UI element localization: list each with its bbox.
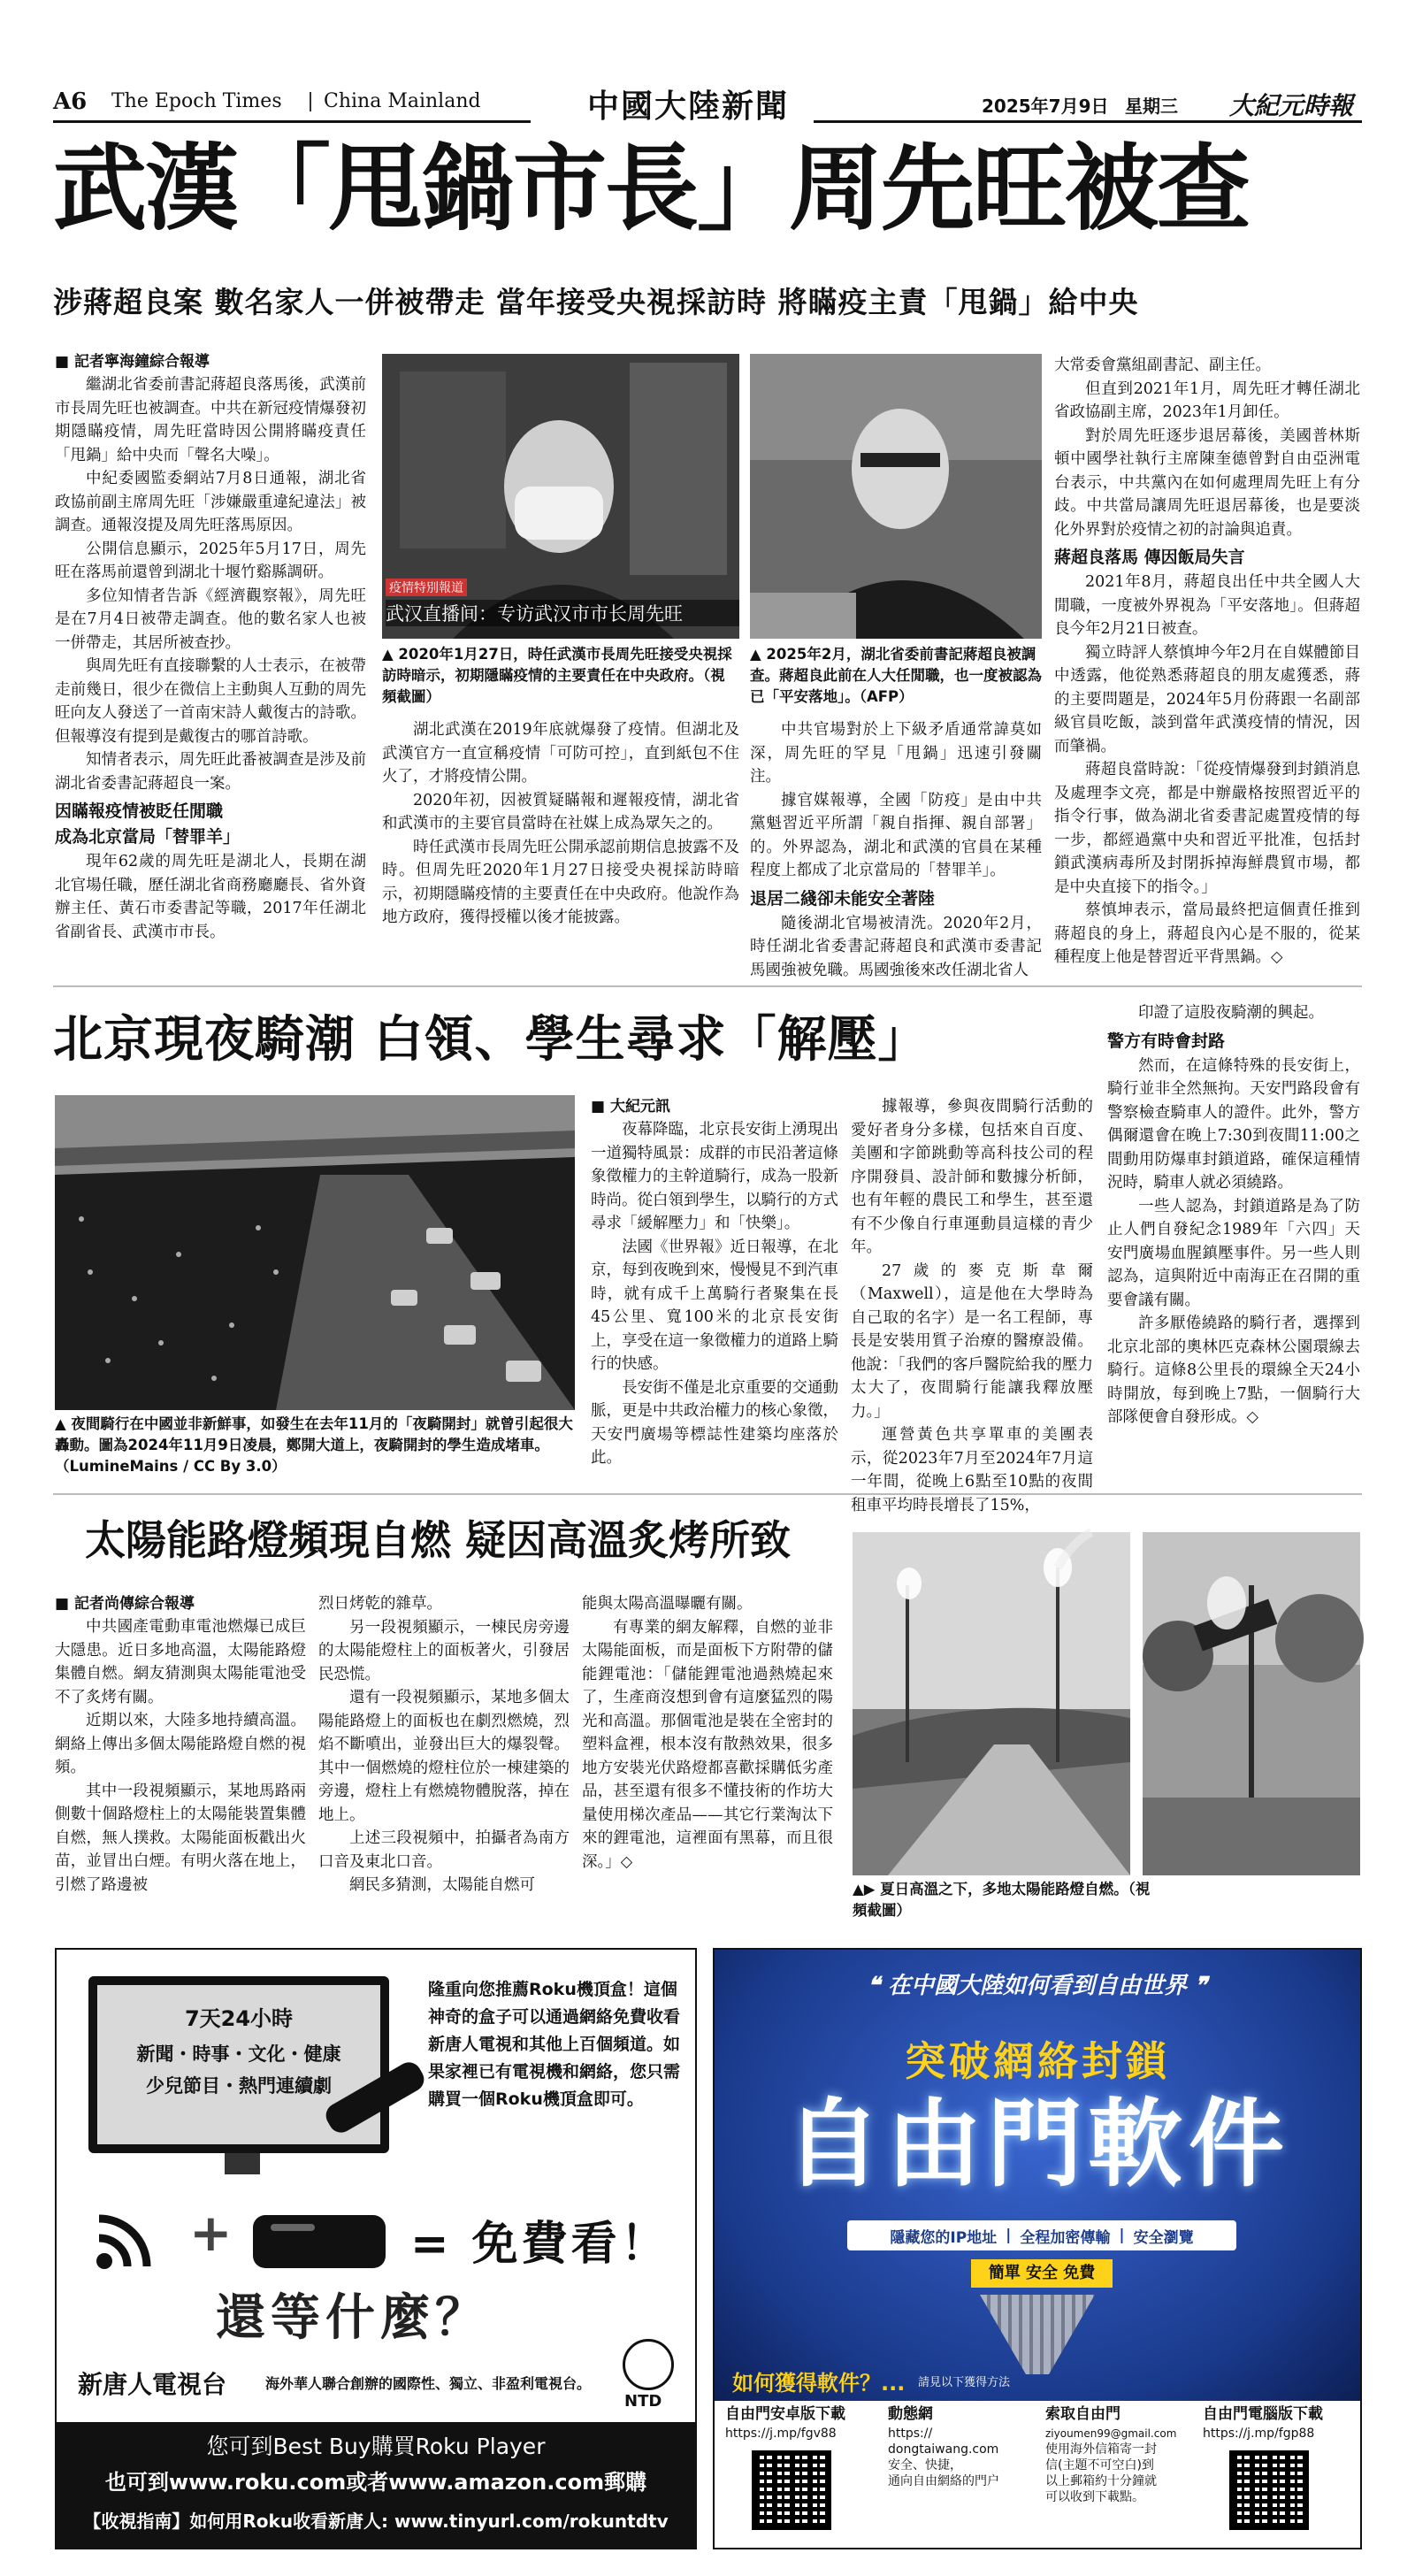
story1-col3 (750, 718, 1042, 978)
ad-roku-text: 隆重向您推薦Roku機頂盒！這個神奇的盒子可以通過網絡免費收看新唐人電視和其他上百個頻道。如果家裡已有電視機和網絡，您只需購買一個Roku機頂盒即可。 (428, 1980, 681, 2109)
story2-col3 (1107, 1001, 1360, 1484)
paragraph: 現年62歲的周先旺是湖北人，長期在湖北官場任職，歷任湖北省商務廳廳長、省外資辦主任、黃石市委書記等職，2017年任湖北省副省長、武漢市市長。 (55, 853, 366, 941)
option-title: 自由門電腦版下載 (1203, 2405, 1323, 2423)
title-freegate: 自由門軟件 (784, 2089, 1289, 2200)
plus-sign: + (189, 2203, 233, 2263)
paragraph: 據報導，參與夜間騎行活動的愛好者身分多樣，包括來自百度、美團和字節跳動等高科技公司的程序開發員、設計師和數據分析師，也有年輕的農民工和學生，甚至還有不少像自行車運動員這樣的青少年。 (851, 1098, 1093, 1256)
paragraph: 長安街不僅是北京重要的交通動脈，更是中共政治權力的核心象徵，天安門廣場等標誌性建築均座落於此。 (591, 1378, 838, 1467)
photo-lamp (1143, 1532, 1360, 1875)
paragraph: 有專業的網友解釋，自燃的並非太陽能面板，而是面板下方附帶的儲能鋰電池：「儲能鋰電池過熱燒起來了，生產商沒想到會有這麼猛烈的陽光和高溫。那個電池是裝在全密封的塑料盒裡，根本沒有散熱效果，很多地方安裝光伏路燈都喜歡採購低劣產品，甚至還有很多不懂技術的作坊大量使用梯次產品——其它行業淘汰下來的鋰電池，這裡面有黑幕，而且很深。」◇ (582, 1618, 833, 1871)
paragraph: 公開信息顯示，2025年5月17日，周先旺在落馬前還曾到湖北十堰竹谿縣調研。 (55, 540, 366, 581)
option-line: 使用海外信箱寄一封 (1045, 2442, 1157, 2457)
byline: ■ 大紀元訊 (591, 1098, 670, 1116)
option-dongtaiwang[interactable] (888, 2406, 1038, 2544)
paragraph: 能與太陽高溫曝曬有關。 (582, 1595, 753, 1613)
subheading: 蔣超良落馬 傳因飯局失言 (1054, 548, 1245, 567)
paragraph: 另一段視頻顯示，一棟民房旁邊的太陽能燈柱上的面板著火，引發居民恐慌。 (318, 1618, 570, 1683)
story2-col2 (851, 1095, 1093, 1514)
story1-headline: 武漢「甩鍋市長」周先旺被查 (53, 133, 1249, 243)
slogan: 還等什麼？ (216, 2289, 490, 2347)
subheading: 警方有時會封路 (1107, 1031, 1226, 1051)
paragraph: 近期以來，大陸多地持續高溫。網絡上傳出多個太陽能路燈自燃的視頻。 (55, 1712, 306, 1776)
option-line: https://j.mp/fgp88 (1203, 2426, 1315, 2441)
photo-figure (750, 354, 1042, 639)
feature: 安全瀏覽 (1133, 2228, 1194, 2247)
photo1-caption: ▲ 2020年1月27日，時任武漢市長周先旺接受央視採訪時暗示，初期隱瞞疫情的主要責任在中央政府。（視頻截圖） (382, 646, 732, 705)
paragraph: 知情者表示，周先旺此番被調查是涉及前湖北省委書記蔣超良一案。 (55, 751, 366, 793)
section-divider (53, 985, 1362, 987)
paragraph: 與周先旺有直接聯繫的人士表示，在被帶走前幾日，很少在微信上主動與人互動的周先旺向友人發送了一首南宋詩人戴復古的詩歌。但報導沒有提到是戴復古的哪首詩歌。 (55, 657, 366, 746)
station-name: 新唐人電視台 (78, 2370, 227, 2399)
qr-code-icon (1229, 2450, 1309, 2530)
story2-col1 (591, 1095, 838, 1484)
section-cn: 中國大陸新聞 (587, 88, 790, 125)
option-line: 安全、快捷， (888, 2458, 962, 2472)
paragraph: 印證了這股夜騎潮的興起。 (1138, 1004, 1324, 1022)
guide-line: 【收視指南】如何用Roku收看新唐人: www.tinyurl.com/rokuntdtv (83, 2511, 669, 2532)
masthead-rule (53, 120, 531, 123)
photo-road (853, 1532, 1130, 1875)
option-line: https:// (888, 2426, 933, 2441)
paragraph: 2021年8月，蔣超良出任中共全國人大閒職，一度被外界視為「平安落地」。但蔣超良今年2月21日被查。 (1054, 573, 1360, 638)
how-small: 請見以下獲得方法 (918, 2376, 1011, 2389)
option-line: dongtaiwang.com (888, 2442, 999, 2457)
story2-caption: ▲ 夜間騎行在中國並非新鮮事，如發生在去年11月的「夜騎開封」就曾引起很大轟動。圖為2024年11月9日凌晨，鄭開大道上，夜騎開封的學生造成堵車。（LumineMains / CC By 3.0） (55, 1415, 573, 1475)
paragraph: 還有一段視頻顯示，某地多個太陽能路燈上的面板也在劇烈燃燒，烈焰不斷噴出，並發出巨大的爆裂聲。其中一個燃燒的燈柱位於一棟建築的旁邊，燈柱上有燃燒物體脫落，掉在地上。 (318, 1689, 570, 1824)
paragraph: 蔣超良當時說：「從疫情爆發到封鎖消息及處理李文亮，都是中辦嚴格按照習近平的指令行事，做為湖北省委書記處置疫情的每一步，都經過黨中央和習近平批准，包括封鎖武漢病毒所及封閉拆掉海鮮農貿市場，都是中央直接下的指令。」 (1054, 761, 1360, 896)
divider (310, 92, 311, 111)
paragraph: 據官媒報導，全國「防疫」是由中共黨魁習近平所謂「親自指揮、親自部署」的。外界認為，湖北和武漢的官員在某種程度上都成了北京當局的「替罪羊」。 (750, 791, 1042, 879)
paragraph: 湖北武漢在2019年底就爆發了疫情。但湖北及武漢官方一直宣稱疫情「可防可控」，直到紙包不住火了，才將疫情公開。 (382, 721, 739, 786)
quote-text: ❝ 在中國大陸如何看到自由世界 ❞ (867, 1973, 1208, 1999)
photo-crowd (55, 1095, 575, 1410)
paper-name: The Epoch Times (111, 90, 282, 112)
roku-box-icon (253, 2215, 386, 2268)
photo-tag: 疫情特別報道 (386, 579, 467, 596)
story3-col3 (582, 1592, 833, 1928)
tagline: 簡單 安全 免費 (971, 2259, 1113, 2288)
masthead-rule (814, 120, 1362, 123)
paragraph: 27歲的麥克斯韋爾（Maxwell），這是他在大學時為自己取的名字）是一名工程師，專長是安裝用質子治療的醫療設備。他說：「我們的客戶醫院給我的壓力太大了，夜間騎行能讓我釋放壓力。」 (851, 1261, 1093, 1421)
page-number: A6 (53, 88, 88, 115)
paragraph: 多位知情者告訴《經濟觀察報》，周先旺是在7月4日被帶走調查。他的數名家人也被一併帶走，其居所被查抄。 (55, 586, 366, 652)
paragraph: 然而，在這條特殊的長安街上，騎行並非全然無拘。天安門路段會有警察檢查騎車人的證件。此外，警方偶爾還會在晚上7:30到夜間11:00之間動用防爆車封鎖道路，確保這種情況時，騎車人就必須繞路。 (1107, 1056, 1360, 1192)
option-pc[interactable] (1203, 2406, 1353, 2544)
tv-line1: 7天24小時 (184, 2006, 294, 2031)
story1-col1 (55, 350, 366, 978)
feature-bar: 隱藏您的IP地址 | 全程加密傳輸 | 安全瀏覽 (847, 2220, 1236, 2250)
paragraph: 但直到2021年1月，周先旺才轉任湖北省政協副主席，2023年1月卸任。 (1054, 380, 1360, 421)
story1-subhead: 涉蔣超良案 數名家人一併被帶走 當年接受央視採訪時 將瞞疫主責「甩鍋」給中央 (53, 285, 1139, 319)
weekday: 星期三 (1125, 96, 1178, 117)
paragraph: 時任武漢市長周先旺公開承認前期信息披露不及時。但周先旺2020年1月27日接受央視採訪時暗示，初期隱瞞疫情的主要責任在中央政府。他說作為地方政府，獲得授權以後才能披露。 (382, 838, 739, 926)
paragraph: 獨立時評人蔡慎坤今年2月在自媒體節目中透露，他從熟悉蔣超良的朋友處獲悉，蔣的主要問題是，2024年5月份蔣跟一名副部級官員吃飯，談到當年武漢疫情的情況，因而肇禍。 (1054, 643, 1360, 755)
paragraph: 許多厭倦繞路的騎行者，選擇到北京北部的奧林匹克森林公園環線去騎行。這條8公里長的環線全天24小時開放，每到晚上7點，一個騎行大部隊便會自發形成。◇ (1107, 1315, 1360, 1426)
photo-streetlight-fire-2 (1143, 1532, 1360, 1875)
paragraph: 中紀委國監委網站7月8日通報，湖北省政協前副主席周先旺「涉嫌嚴重違紀違法」被調查。通報沒提及周先旺落馬原因。 (55, 470, 366, 534)
ntd-text: NTD (624, 2392, 662, 2411)
photo-streetlight-fire-1 (853, 1532, 1130, 1875)
qr-code-icon (752, 2450, 831, 2530)
paragraph: 上述三段視頻中，拍攝者為南方口音及東北口音。 (318, 1829, 570, 1871)
paragraph: 一些人認為，封鎖道路是為了防止人們自發紀念1989年「六四」天安門廣場血腥鎮壓事件。另一些人則認為，這與附近中南海正在召開的重要會議有關。 (1107, 1197, 1360, 1309)
paragraph: 隨後湖北官場被清洗。2020年2月，時任湖北省委書記蔣超良和武漢市委書記馬國強被免職。馬國強後來改任湖北省人 (750, 914, 1042, 979)
subheading: 退居二綫卻未能安全著陸 (750, 888, 936, 908)
option-line: ziyoumen99@gmail.com (1045, 2427, 1177, 2440)
subheading: 因瞞報疫情被貶任閒職 成為北京當局「替罪羊」 (55, 801, 241, 847)
option-line: 信(主題不可空白)到 (1045, 2458, 1154, 2472)
option-title: 自由門安卓版下載 (725, 2405, 845, 2423)
photo-jiang-chaoliang (750, 354, 1042, 639)
ntd-logo (623, 2339, 674, 2390)
byline: ■ 記者寧海鐘綜合報導 (55, 353, 210, 371)
tv-stand (225, 2153, 260, 2174)
paragraph: 中共國產電動車電池燃爆已成巨大隱患。近日多地高溫，太陽能路燈集體自燃。網友猜測與太陽能電池受不了炙烤有關。 (55, 1618, 306, 1706)
station-desc: 海外華人聯合創辦的國際性、獨立、非盈利電視台。 (265, 2375, 592, 2392)
free-text: = 免費看！ (410, 2218, 670, 2271)
paragraph: 運營黃色共享單車的美團表示，從2023年7月至2024年7月這一年間，從晚上6點至10點的夜間租車平均時長增長了15%， (851, 1426, 1093, 1514)
option-title: 動態網 (888, 2405, 933, 2423)
story2-headline: 北京現夜騎潮 白領、學生尋求「解壓」 (53, 1010, 929, 1069)
feature: 隱藏您的IP地址 (890, 2228, 998, 2247)
title-break-block: 突破網絡封鎖 (905, 2037, 1170, 2085)
photo-night-riders (55, 1095, 575, 1410)
option-line: 通向自由網絡的門户 (888, 2474, 999, 2488)
option-title: 索取自由門 (1045, 2405, 1121, 2423)
zipper-graphic (980, 2295, 1095, 2374)
option-line: 以上郵箱約十分鐘就 (1045, 2474, 1157, 2488)
date: 2025年7月9日 (982, 96, 1109, 117)
story1-col4 (1054, 354, 1360, 978)
ad-freegate (713, 1948, 1362, 2549)
how-to-get: 如何獲得軟件？... (732, 2371, 906, 2396)
story3-col2 (318, 1592, 570, 1928)
section-divider (53, 1493, 1362, 1495)
tv-line2: 新聞・時事・文化・健康 (136, 2043, 341, 2065)
paragraph: 繼湖北省委前書記蔣超良落馬後，武漢前市長周先旺也被調查。中共在新冠疫情爆發初期隱瞞疫情，周先旺當時因公開將瞞疫責任「甩鍋」給中央而「聲名大噪」。 (55, 376, 366, 464)
buy-line2: 也可到www.roku.com或者www.amazon.com郵購 (104, 2470, 647, 2495)
paragraph: 2020年初，因被質疑瞞報和遲報疫情，湖北省和武漢市的主要官員當時在社媒上成為眾矢之的。 (382, 791, 739, 832)
paragraph: 夜幕降臨，北京長安街上湧現出一道獨特風景：成群的市民沿著這條象徵權力的主幹道騎行，成為一股新時尚。從白領到學生，以騎行的方式尋求「緩解壓力」和「快樂」。 (591, 1121, 838, 1232)
ad-roku-footer (57, 2422, 695, 2549)
freegate-banner (715, 1950, 1360, 2401)
paragraph: 烈日烤乾的雜草。 (318, 1595, 442, 1613)
story1-col2 (382, 718, 739, 978)
paragraph: 蔡慎坤表示，當局最終把這個責任推到蔣超良的身上，蔣超良內心是不服的，從某種程度上他是替習近平背黑鍋。◇ (1054, 901, 1360, 966)
feature: 全程加密傳輸 (1020, 2228, 1111, 2247)
section-en: China Mainland (324, 90, 481, 112)
photo-overlay-text: 武汉直播间：专访武汉市市长周先旺 (386, 600, 739, 626)
story3-headline: 太陽能路燈頻現自燃 疑因高溫炙烤所致 (85, 1516, 792, 1564)
wifi-icon (92, 2203, 163, 2273)
buy-line1: 您可到Best Buy購買Roku Player (206, 2434, 546, 2459)
masthead (53, 85, 1362, 125)
tv-line3: 少兒節目・熱門連續劇 (146, 2075, 332, 2097)
option-line: https://j.mp/fgv88 (725, 2426, 837, 2441)
paragraph: 中共官場對於上下級矛盾通常諱莫如深，周先旺的罕見「甩鍋」迅速引發關注。 (750, 721, 1042, 786)
story3-caption: ▲▶ 夏日高溫之下，多地太陽能路燈自燃。（視頻截圖） (853, 1881, 1151, 1919)
photo-zhou-xianwang (382, 354, 739, 639)
paragraph: 對於周先旺逐步退居幕後，美國普林斯頓中國學社執行主席陳奎德曾對自由亞洲電台表示，中共黨內在如何處理周先旺上有分歧。中共當局讓周先旺退居幕後，也是要淡化外界對於疫情之初的討論與追責。 (1054, 426, 1360, 539)
paragraph: 法國《世界報》近日報導，在北京，每到夜晚到來，慢慢見不到汽車時，就有成千上萬騎行者聚集在長45公里、寬100米的北京長安街上，享受在這一象徵權力的道路上騎行的快感。 (591, 1238, 838, 1373)
ad-roku (55, 1948, 697, 2549)
paragraph: 網民多猜測，太陽能自燃可 (349, 1876, 535, 1894)
paragraph: 其中一段視頻顯示，某地馬路兩側數十個路燈柱上的太陽能裝置集體自燃，無人撲救。太陽能面板戳出火苗，並冒出白煙。有明火落在地上，引燃了路邊被 (55, 1782, 306, 1894)
freegate-options (715, 2401, 1360, 2548)
option-android[interactable] (725, 2406, 876, 2544)
story3-col1 (55, 1592, 306, 1928)
photo2-caption: ▲ 2025年2月，湖北省委前書記蔣超良被調查。蔣超良此前在人大任閒職，也一度被認為已「平安落地」。（AFP） (750, 646, 1042, 705)
paragraph: 大常委會黨組副書記、副主任。 (1054, 356, 1271, 374)
byline: ■ 記者尚傳綜合報導 (55, 1595, 195, 1613)
option-email[interactable] (1045, 2406, 1196, 2544)
option-line: 可以收到下載點。 (1045, 2490, 1144, 2504)
logo: 大紀元時報 (1229, 91, 1354, 120)
